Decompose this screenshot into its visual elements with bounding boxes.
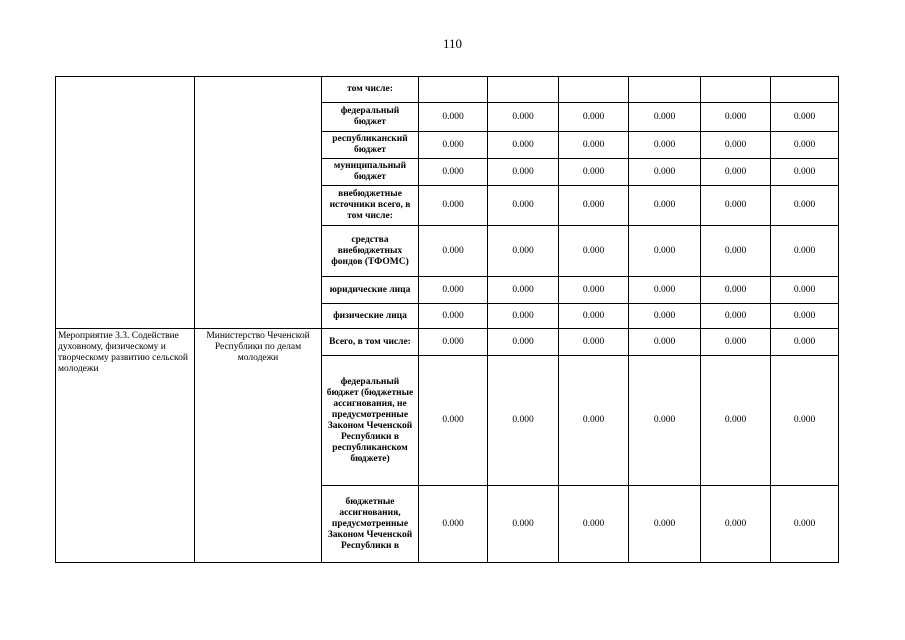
value-cell: 0.000 xyxy=(629,103,701,132)
value-cell: 0.000 xyxy=(771,486,839,563)
value-cell: 0.000 xyxy=(701,356,771,486)
value-cell: 0.000 xyxy=(559,132,629,159)
value-cell: 0.000 xyxy=(559,226,629,277)
value-cell: 0.000 xyxy=(419,159,488,186)
value-cell: 0.000 xyxy=(701,277,771,304)
value-cell: 0.000 xyxy=(629,159,701,186)
value-cell xyxy=(771,77,839,103)
source-cell: Всего, в том числе: xyxy=(322,329,419,356)
page-number: 110 xyxy=(442,36,463,51)
value-cell: 0.000 xyxy=(419,486,488,563)
value-cell xyxy=(701,77,771,103)
value-cell: 0.000 xyxy=(629,132,701,159)
value-cell: 0.000 xyxy=(419,304,488,329)
value-cell: 0.000 xyxy=(629,226,701,277)
value-cell: 0.000 xyxy=(771,103,839,132)
value-cell: 0.000 xyxy=(701,159,771,186)
value-cell: 0.000 xyxy=(701,304,771,329)
value-cell: 0.000 xyxy=(629,329,701,356)
value-cell: 0.000 xyxy=(488,356,559,486)
value-cell: 0.000 xyxy=(771,277,839,304)
value-cell: 0.000 xyxy=(701,486,771,563)
value-cell: 0.000 xyxy=(771,159,839,186)
value-cell: 0.000 xyxy=(419,226,488,277)
value-cell: 0.000 xyxy=(701,329,771,356)
value-cell xyxy=(488,77,559,103)
source-cell: муниципальный бюджет xyxy=(322,159,419,186)
value-cell: 0.000 xyxy=(559,329,629,356)
value-cell: 0.000 xyxy=(559,186,629,226)
value-cell: 0.000 xyxy=(559,103,629,132)
value-cell: 0.000 xyxy=(419,103,488,132)
event-name: Мероприятие 3.3. Содействие духовному, физическому и творческому развитию сельской молодежи xyxy=(56,329,195,563)
value-cell: 0.000 xyxy=(488,186,559,226)
value-cell: 0.000 xyxy=(771,304,839,329)
value-cell: 0.000 xyxy=(488,329,559,356)
value-cell: 0.000 xyxy=(559,486,629,563)
source-cell: федеральный бюджет xyxy=(322,103,419,132)
value-cell xyxy=(559,77,629,103)
value-cell: 0.000 xyxy=(419,186,488,226)
source-cell: республиканский бюджет xyxy=(322,132,419,159)
value-cell: 0.000 xyxy=(629,186,701,226)
value-cell: 0.000 xyxy=(419,277,488,304)
value-cell: 0.000 xyxy=(488,304,559,329)
value-cell: 0.000 xyxy=(488,486,559,563)
source-cell: том числе: xyxy=(322,77,419,103)
value-cell: 0.000 xyxy=(488,132,559,159)
value-cell: 0.000 xyxy=(559,356,629,486)
value-cell: 0.000 xyxy=(629,356,701,486)
value-cell: 0.000 xyxy=(771,226,839,277)
value-cell: 0.000 xyxy=(488,159,559,186)
value-cell: 0.000 xyxy=(419,132,488,159)
value-cell: 0.000 xyxy=(559,304,629,329)
source-cell: юридические лица xyxy=(322,277,419,304)
source-cell: внебюджетные источники всего, в том числе: xyxy=(322,186,419,226)
source-cell: федеральный бюджет (бюджетные ассигнования, не предусмотренные Законом Чеченской Республики в республиканском бюджете) xyxy=(322,356,419,486)
source-cell: физические лица xyxy=(322,304,419,329)
budget-table xyxy=(55,76,839,563)
value-cell: 0.000 xyxy=(771,186,839,226)
table-row xyxy=(56,329,839,356)
value-cell: 0.000 xyxy=(701,186,771,226)
value-cell: 0.000 xyxy=(559,277,629,304)
org-cell-empty xyxy=(195,77,322,329)
source-cell: средства внебюджетных фондов (ТФОМС) xyxy=(322,226,419,277)
value-cell: 0.000 xyxy=(701,226,771,277)
value-cell: 0.000 xyxy=(771,329,839,356)
value-cell: 0.000 xyxy=(488,226,559,277)
value-cell: 0.000 xyxy=(771,132,839,159)
value-cell: 0.000 xyxy=(701,103,771,132)
event-cell-empty xyxy=(56,77,195,329)
value-cell: 0.000 xyxy=(559,159,629,186)
value-cell: 0.000 xyxy=(771,356,839,486)
value-cell xyxy=(419,77,488,103)
value-cell xyxy=(629,77,701,103)
value-cell: 0.000 xyxy=(629,486,701,563)
value-cell: 0.000 xyxy=(419,356,488,486)
value-cell: 0.000 xyxy=(419,329,488,356)
organization-name: Министерство Чеченской Республики по делам молодежи xyxy=(195,329,322,563)
value-cell: 0.000 xyxy=(629,304,701,329)
value-cell: 0.000 xyxy=(488,277,559,304)
table-row xyxy=(56,77,839,103)
value-cell: 0.000 xyxy=(701,132,771,159)
value-cell: 0.000 xyxy=(488,103,559,132)
source-cell: бюджетные ассигнования, предусмотренные Законом Чеченской Республики в xyxy=(322,486,419,563)
value-cell: 0.000 xyxy=(629,277,701,304)
